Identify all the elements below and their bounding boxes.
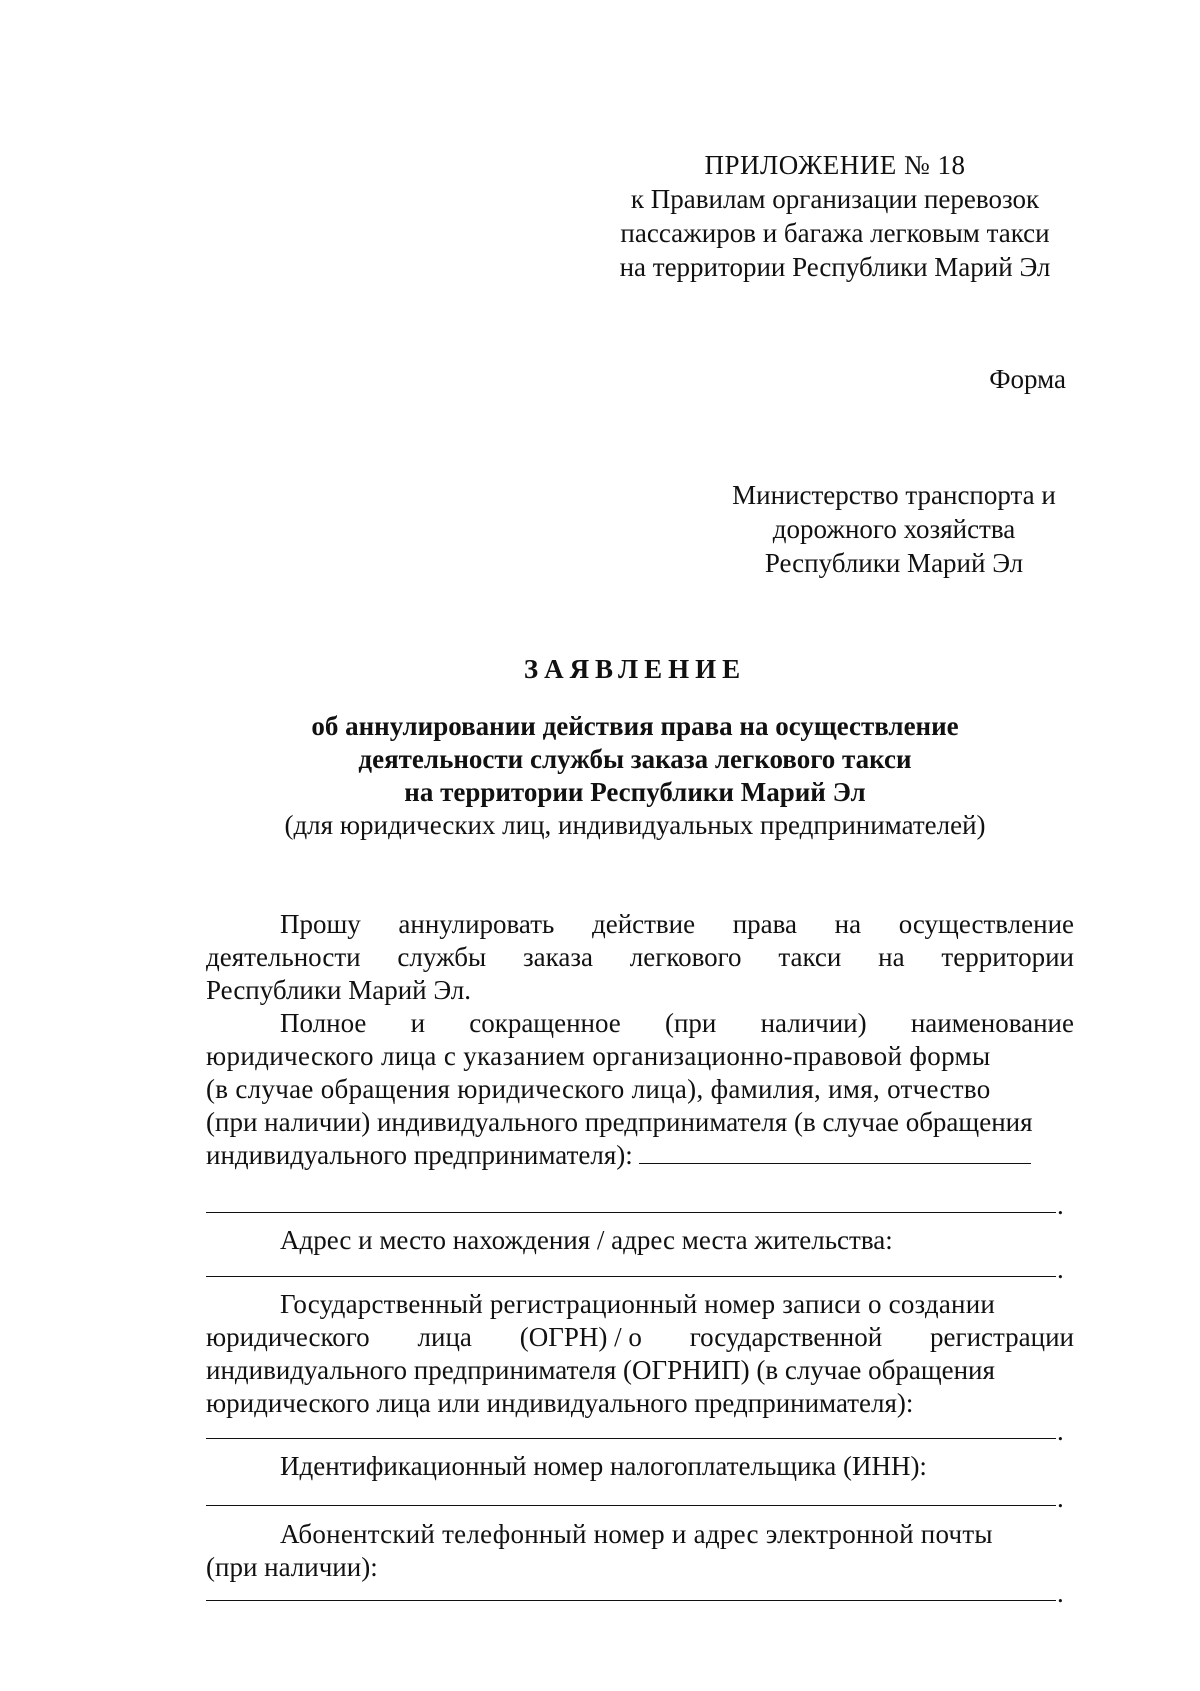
word: деятельности bbox=[206, 942, 361, 972]
address-blank-line bbox=[206, 1276, 1056, 1277]
word: службы bbox=[397, 942, 487, 972]
word: (ОГРН) / о bbox=[519, 1322, 642, 1352]
word: юридического bbox=[206, 1322, 370, 1352]
name-blank-line bbox=[206, 1212, 1056, 1213]
addressee-line-2: дорожного хозяйства bbox=[772, 514, 1016, 544]
word: действие bbox=[591, 909, 696, 939]
address-blank-period: . bbox=[1057, 1254, 1064, 1284]
word: государственной bbox=[689, 1322, 883, 1352]
name-inline-blank bbox=[639, 1141, 1031, 1164]
word: и bbox=[410, 1008, 426, 1038]
addressee-block bbox=[714, 478, 1074, 580]
word: территории bbox=[941, 942, 1074, 972]
word: наименование bbox=[910, 1008, 1074, 1038]
contact-line-2: (при наличии): bbox=[206, 1552, 378, 1582]
inn-paragraph bbox=[206, 1450, 1074, 1483]
annex-line-2: пассажиров и багажа легковым такси bbox=[620, 218, 1050, 248]
subheading-line-2: деятельности службы заказа легкового такси bbox=[358, 744, 912, 774]
word: аннулировать bbox=[398, 909, 555, 939]
contact-blank-line bbox=[206, 1600, 1056, 1601]
word: заказа bbox=[522, 942, 593, 972]
word: на bbox=[834, 909, 862, 939]
inn-blank-period: . bbox=[1057, 1483, 1064, 1513]
word: осуществление bbox=[898, 909, 1074, 939]
subheading-line-4: (для юридических лиц, индивидуальных предпринимателей) bbox=[284, 810, 986, 840]
form-label: Форма bbox=[989, 364, 1066, 394]
request-paragraph bbox=[206, 908, 1074, 1172]
ogrn-line-4: юридического лица или индивидуального предпринимателя): bbox=[206, 1388, 914, 1418]
word: наличии) bbox=[760, 1008, 867, 1038]
ogrn-blank-line bbox=[206, 1438, 1056, 1439]
request-line-3: Республики Марий Эл. bbox=[206, 975, 472, 1005]
addressee-line-1: Министерство транспорта и bbox=[732, 480, 1056, 510]
inn-blank-line bbox=[206, 1505, 1056, 1506]
contact-paragraph bbox=[206, 1518, 1074, 1584]
document-subheading bbox=[170, 710, 1100, 842]
annex-title: ПРИЛОЖЕНИЕ № 18 bbox=[704, 150, 966, 180]
ogrn-blank-period: . bbox=[1057, 1416, 1064, 1446]
ogrn-line-3: индивидуального предпринимателя (ОГРНИП) (в случае обращения bbox=[206, 1355, 995, 1385]
ogrn-line-1: Государственный регистрационный номер записи о создании bbox=[280, 1289, 996, 1319]
name-line-3: (в случае обращения юридического лица), фамилия, имя, отчество bbox=[206, 1074, 991, 1104]
word: на bbox=[878, 942, 905, 972]
word: Прошу bbox=[280, 909, 361, 939]
subheading-line-3: на территории Республики Марий Эл bbox=[404, 777, 866, 807]
word: права bbox=[732, 909, 798, 939]
annex-line-3: на территории Республики Марий Эл bbox=[619, 252, 1051, 282]
annex-header bbox=[600, 148, 1070, 284]
word: сокращенное bbox=[469, 1008, 621, 1038]
name-line-4: (при наличии) индивидуального предпринимателя (в случае обращения bbox=[206, 1107, 1033, 1137]
word: Полное bbox=[280, 1008, 367, 1038]
contact-blank-period: . bbox=[1057, 1578, 1064, 1608]
document-heading: ЗАЯВЛЕНИЕ bbox=[523, 654, 747, 684]
word: (при bbox=[664, 1008, 717, 1038]
name-line-2: юридического лица с указанием организационно-правовой формы bbox=[206, 1041, 991, 1071]
word: легкового bbox=[629, 942, 742, 972]
contact-line-1: Абонентский телефонный номер и адрес электронной почты bbox=[280, 1519, 993, 1549]
ogrn-paragraph bbox=[206, 1288, 1074, 1420]
name-line-5-text: индивидуального предпринимателя): bbox=[206, 1140, 633, 1170]
request-line-2 bbox=[206, 941, 1074, 974]
inn-label: Идентификационный номер налогоплательщика (ИНН): bbox=[280, 1451, 927, 1481]
word: такси bbox=[778, 942, 842, 972]
addressee-line-3: Республики Марий Эл bbox=[764, 548, 1024, 578]
name-line-1 bbox=[206, 1007, 1074, 1040]
word: лица bbox=[417, 1322, 472, 1352]
address-paragraph bbox=[206, 1224, 1074, 1257]
annex-line-1: к Правилам организации перевозок bbox=[630, 184, 1040, 214]
name-line-5 bbox=[206, 1139, 1074, 1172]
name-blank-period: . bbox=[1057, 1190, 1064, 1220]
ogrn-line-2 bbox=[206, 1321, 1074, 1354]
word: регистрации bbox=[930, 1322, 1074, 1352]
request-line-1 bbox=[206, 908, 1074, 941]
address-label: Адрес и место нахождения / адрес места жительства: bbox=[280, 1225, 893, 1255]
subheading-line-1: об аннулировании действия права на осуществление bbox=[311, 711, 959, 741]
